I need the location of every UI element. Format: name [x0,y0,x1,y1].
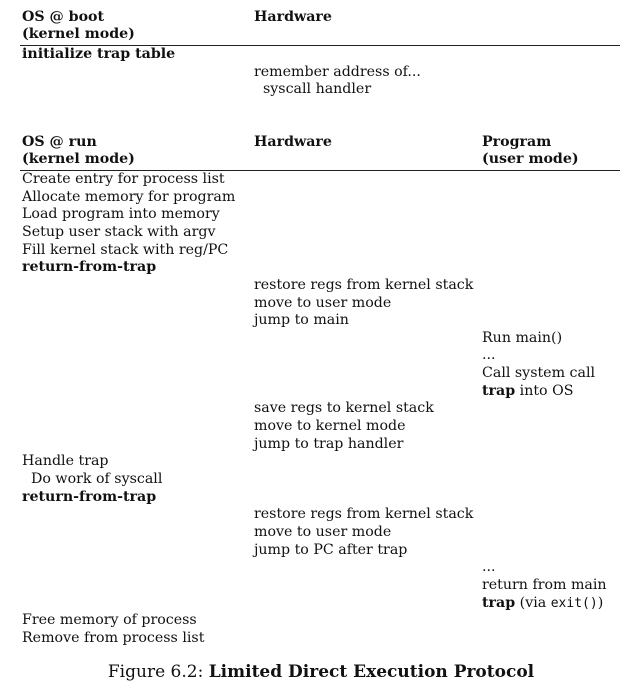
hw-restore2-line: restore regs from kernel stack [254,506,474,522]
prog-trap-keyword: trap [482,383,516,399]
hw-save-line: jump to trap handler [254,436,404,452]
prog-run-line: Call system call [482,365,596,381]
prog-end-line: ... [482,559,496,575]
caption-title: Limited Direct Execution Protocol [208,662,535,682]
os-handle-trap: Handle trap [22,453,109,469]
prog-end-line: return from main [482,577,607,593]
os-cleanup-line: Remove from process list [22,630,205,646]
prog-exit-pre: (via [515,595,551,611]
run-hw-header: Hardware [254,134,332,150]
hw-restore1-line: restore regs from kernel stack [254,277,474,293]
os-setup-line: Allocate memory for program [22,189,236,205]
os-return-from-trap-1: return-from-trap [22,259,157,275]
run-prog-header-line2: (user mode) [482,151,579,167]
os-setup-line: Create entry for process list [22,171,225,187]
prog-run-line: Run main() [482,330,563,346]
caption-prefix: Figure 6.2: [107,662,209,682]
os-setup-line: Fill kernel stack with reg/PC [22,242,229,258]
prog-run-line: ... [482,347,496,363]
run-os-header-line2: (kernel mode) [22,151,135,167]
prog-exit-post: ) [597,595,604,611]
hw-save-line: save regs to kernel stack [254,400,434,416]
hw-restore1-line: move to user mode [254,295,392,311]
os-cleanup-line: Free memory of process [22,612,197,628]
hw-restore2-line: jump to PC after trap [254,542,408,558]
prog-exit-keyword: trap [482,595,516,611]
hw-restore1-line: jump to main [254,312,349,328]
run-os-header-line1: OS @ run [22,134,97,150]
boot-hw-action-line1: remember address of... [254,64,421,80]
os-setup-line: Setup user stack with argv [22,224,216,240]
prog-trap-line [482,383,573,400]
hw-restore2-line: move to user mode [254,524,392,540]
boot-os-header-line2: (kernel mode) [22,26,135,42]
boot-os-action: initialize trap table [22,46,176,62]
boot-hw-action-line2: syscall handler [263,81,372,97]
prog-exit-line [482,595,603,612]
os-setup-line: Load program into memory [22,206,220,222]
boot-hw-header: Hardware [254,9,332,25]
os-do-work: Do work of syscall [31,471,163,487]
prog-exit-code: exit() [550,596,598,611]
os-return-from-trap-2: return-from-trap [22,489,157,505]
figure-caption [0,661,642,683]
boot-os-header-line1: OS @ boot [22,9,105,25]
prog-trap-rest: into OS [515,383,574,399]
hw-save-line: move to kernel mode [254,418,406,434]
run-prog-header-line1: Program [482,134,552,150]
